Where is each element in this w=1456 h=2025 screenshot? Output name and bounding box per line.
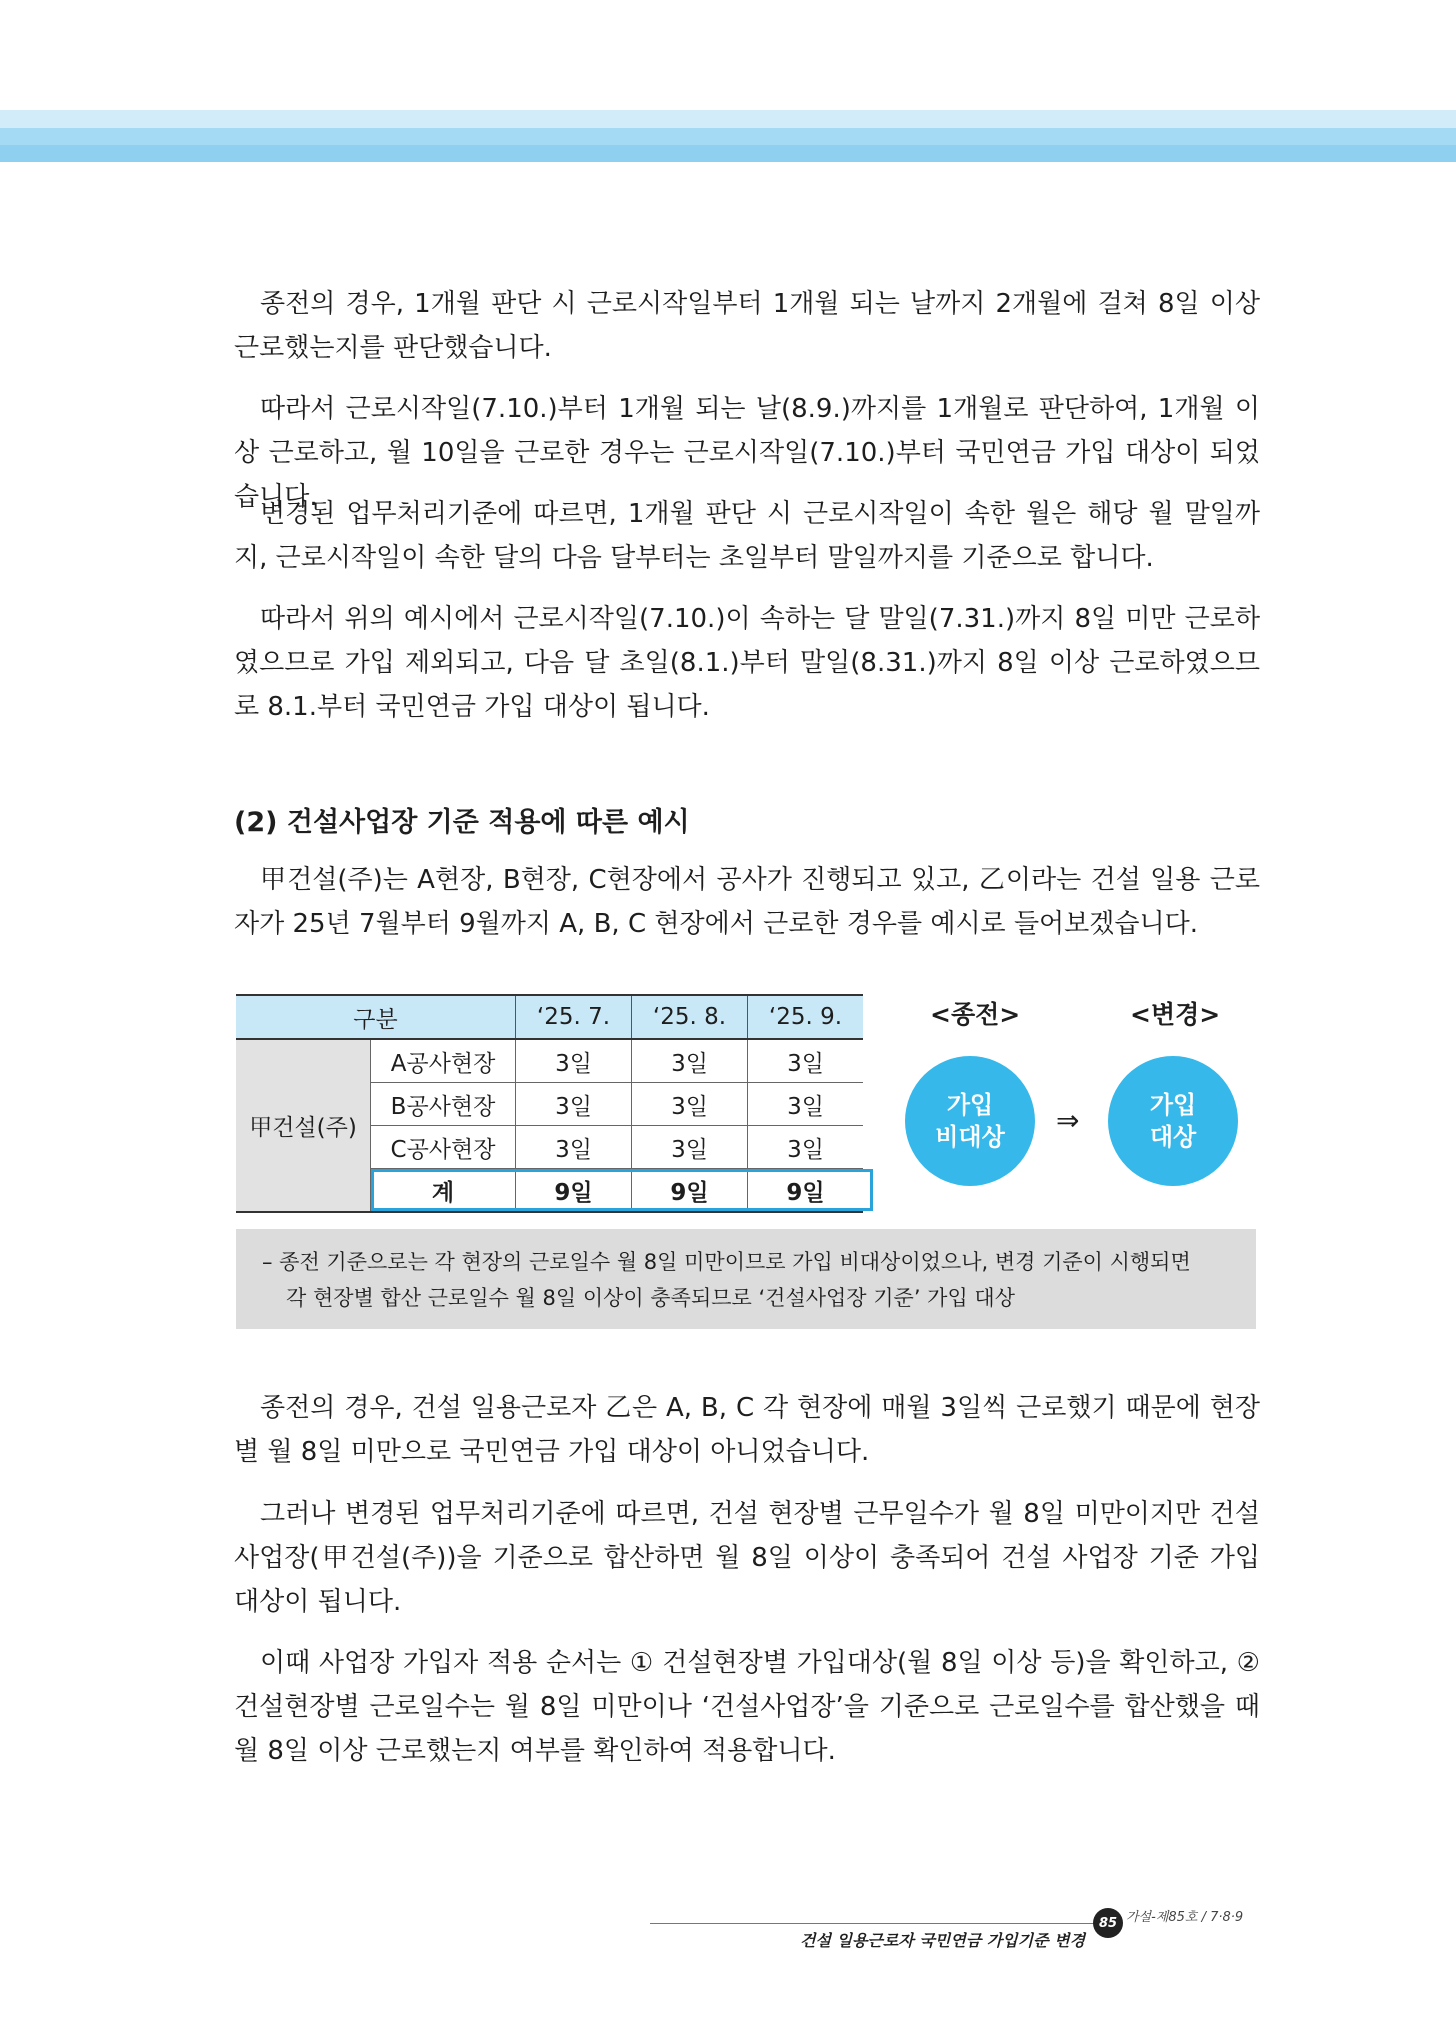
value-cell: 3일	[748, 1126, 864, 1169]
table-header-month: ‘25. 7.	[516, 995, 632, 1039]
total-value-cell: 9일	[516, 1169, 632, 1213]
circle-text: 비대상	[935, 1123, 1005, 1151]
page-number: 85	[1093, 1908, 1123, 1938]
table-header-month: ‘25. 9.	[748, 995, 864, 1039]
note-line: 각 현장별 합산 근로일수 월 8일 이상이 충족되므로 ‘건설사업장 기준’ 가입 대상	[286, 1286, 1016, 1310]
total-value-cell: 9일	[632, 1169, 748, 1213]
value-cell: 3일	[632, 1083, 748, 1126]
value-cell: 3일	[632, 1126, 748, 1169]
paragraph-previous-case: 종전의 경우, 건설 일용근로자 乙은 A, B, C 각 현장에 매월 3일씩 근로했기 때문에 현장별 월 8일 미만으로 국민연금 가입 대상이 아니었습니다.	[234, 1393, 1260, 1467]
value-cell: 3일	[516, 1126, 632, 1169]
after-caption: <변경>	[1130, 1000, 1221, 1029]
footer-title: 건설 일용근로자 국민연금 가입기준 변경	[800, 1931, 1086, 1950]
table-header-row	[236, 995, 863, 1039]
site-cell: A공사현장	[371, 1039, 516, 1083]
arrow-icon: ⇒	[1056, 1104, 1080, 1137]
note-line: – 종전 기준으로는 각 현장의 근로일수 월 8일 미만이므로 가입 비대상이었으나, 변경 기준이 시행되면	[262, 1250, 1191, 1274]
value-cell: 3일	[748, 1083, 864, 1126]
footer-divider	[650, 1923, 1110, 1924]
circle-text: 가입	[1149, 1091, 1197, 1119]
paragraph-previous-rule: 종전의 경우, 1개월 판단 시 근로시작일부터 1개월 되는 날까지 2개월에 걸쳐 8일 이상 근로했는지를 판단했습니다.	[234, 289, 1260, 363]
section-intro: 甲건설(주)는 A현장, B현장, C현장에서 공사가 진행되고 있고, 乙이라는 건설 일용 근로자가 25년 7월부터 9월까지 A, B, C 현장에서 근로한 경우를 예시로 들어보겠습니다.	[234, 865, 1260, 939]
total-value-cell: 9일	[748, 1169, 864, 1213]
section-heading: (2) 건설사업장 기준 적용에 따른 예시	[234, 807, 690, 838]
circle-text: 가입	[946, 1091, 994, 1119]
company-cell: 甲건설(주)	[236, 1039, 371, 1212]
value-cell: 3일	[516, 1039, 632, 1083]
paragraph-changed-case: 그러나 변경된 업무처리기준에 따르면, 건설 현장별 근무일수가 월 8일 미만이지만 건설사업장(甲건설(주))을 기준으로 합산하면 월 8일 이상이 충족되어 건설 사업장 기준 가입 대상이 됩니다.	[234, 1499, 1260, 1617]
value-cell: 3일	[516, 1083, 632, 1126]
paragraph-changed-rule: 변경된 업무처리기준에 따르면, 1개월 판단 시 근로시작일이 속한 월은 해당 월 말일까지, 근로시작일이 속한 달의 다음 달부터는 초일부터 말일까지를 기준으로 합니다.	[234, 499, 1260, 573]
work-days-table	[236, 994, 863, 1213]
value-cell: 3일	[632, 1039, 748, 1083]
site-cell: C공사현장	[371, 1126, 516, 1169]
header-band-dark	[0, 145, 1456, 162]
paragraph-application-order: 이때 사업장 가입자 적용 순서는 ① 건설현장별 가입대상(월 8일 이상 등)을 확인하고, ② 건설현장별 근로일수는 월 8일 미만이나 ‘건설사업장’을 기준으로 근로일수를 합산했을 때 월 8일 이상 근로했는지 여부를 확인하여 적용합니다.	[234, 1648, 1260, 1766]
header-band-light	[0, 110, 1456, 128]
total-label-cell: 계	[371, 1169, 516, 1213]
eligible-circle	[1108, 1056, 1238, 1186]
before-caption: <종전>	[930, 1000, 1021, 1029]
paragraph-changed-example: 따라서 위의 예시에서 근로시작일(7.10.)이 속하는 달 말일(7.31.)까지 8일 미만 근로하였으므로 가입 제외되고, 다음 달 초일(8.1.)부터 말일(8.31.)까지 8일 이상 근로하였으므로 8.1.부터 국민연금 가입 대상이 됩니다.	[234, 604, 1260, 722]
table-header-month: ‘25. 8.	[632, 995, 748, 1039]
circle-text: 대상	[1149, 1123, 1197, 1151]
table-row	[236, 1039, 863, 1083]
site-cell: B공사현장	[371, 1083, 516, 1126]
table-header-label: 구분	[236, 995, 516, 1039]
not-eligible-circle	[905, 1056, 1035, 1186]
footer-issue: 가설-제85호 / 7·8·9	[1126, 1910, 1244, 1925]
paragraph-previous-example: 따라서 근로시작일(7.10.)부터 1개월 되는 날(8.9.)까지를 1개월로 판단하여, 1개월 이상 근로하고, 월 10일을 근로한 경우는 근로시작일(7.10.)부터 국민연금 가입 대상이 되었습니다.	[234, 394, 1260, 512]
value-cell: 3일	[748, 1039, 864, 1083]
